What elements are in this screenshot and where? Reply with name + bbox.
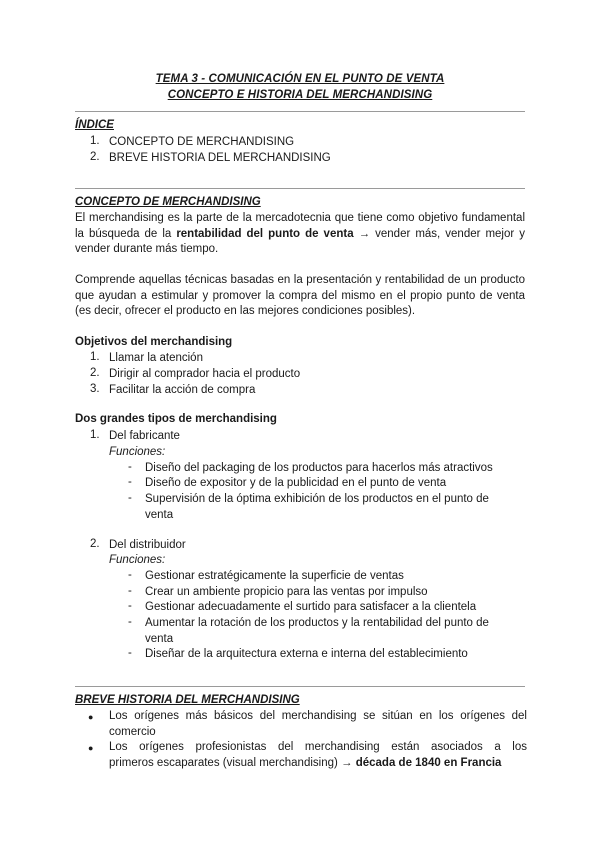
dash-marker: -	[128, 461, 132, 473]
bullet-icon: ●	[88, 712, 94, 722]
index-item-number: 2.	[90, 151, 100, 163]
concepto-paragraph-2: Comprende aquellas técnicas basadas en la presentación y rentabilidad de un producto que ayudan a estimular y promover la compra del mismo en el propio punto de venta (es decir, ofrecer el producto en las mejores condiciones posibles).	[75, 274, 525, 318]
dash-marker: -	[128, 585, 132, 597]
tipo-distribuidor-label: Del distribuidor	[109, 539, 186, 551]
funcion-item: Gestionar estratégicamente la superficie de ventas	[145, 570, 404, 582]
index-item-number: 1.	[90, 135, 100, 147]
funciones-label: Funciones:	[109, 554, 166, 566]
divider	[75, 111, 525, 112]
tipo-number: 1.	[90, 429, 100, 441]
document-title-line-1: TEMA 3 - COMUNICACIÓN EN EL PUNTO DE VENTA	[155, 73, 445, 85]
objetivo-item: Dirigir al comprador hacia el producto	[109, 368, 301, 380]
section-heading-historia: BREVE HISTORIA DEL MERCHANDISING	[75, 694, 300, 706]
index-item: BREVE HISTORIA DEL MERCHANDISING	[109, 152, 331, 164]
funcion-item-continuation: venta	[145, 633, 174, 645]
divider	[75, 188, 525, 189]
section-heading-concepto: CONCEPTO DE MERCHANDISING	[75, 196, 261, 208]
funcion-item: Diseño de expositor y de la publicidad en el punto de venta	[145, 477, 447, 489]
historia-item-1-line-2: comercio	[109, 726, 156, 738]
dash-marker: -	[128, 476, 132, 488]
historia-item-1-line-1: Los orígenes más básicos del merchandising se sitúan en los orígenes del	[109, 710, 527, 722]
dash-marker: -	[128, 569, 132, 581]
dash-marker: -	[128, 647, 132, 659]
index-heading: ÍNDICE	[75, 119, 114, 131]
concepto-paragraph-1	[75, 211, 525, 258]
concepto-p1-text: El merchandising es la parte de la mercadotecnia que tiene como objetivo fundamental la búsqueda de la	[75, 212, 525, 240]
objetivo-item: Llamar la atención	[109, 352, 203, 364]
divider	[75, 686, 525, 687]
dash-marker: -	[128, 600, 132, 612]
objetivo-number: 1.	[90, 351, 100, 363]
tipo-fabricante-label: Del fabricante	[109, 430, 180, 442]
funcion-item: Crear un ambiente propicio para las ventas por impulso	[145, 586, 428, 598]
objetivo-number: 2.	[90, 367, 100, 379]
funcion-item-continuation: venta	[145, 509, 174, 521]
funcion-item: Diseñar de la arquitectura externa e interna del establecimiento	[145, 648, 468, 660]
historia-item-2-line-1: Los orígenes profesionistas del merchandising están asociados a los	[109, 741, 527, 753]
historia-item-2-text: primeros escaparates (visual merchandising)	[109, 757, 342, 769]
funcion-item: Gestionar adecuadamente el surtido para satisfacer a la clientela	[145, 601, 477, 613]
objetivo-item: Facilitar la acción de compra	[109, 384, 256, 396]
index-item: CONCEPTO DE MERCHANDISING	[109, 136, 295, 148]
funciones-label: Funciones:	[109, 446, 166, 458]
historia-item-2-line-2	[109, 756, 501, 771]
tipos-heading: Dos grandes tipos de merchandising	[75, 413, 277, 425]
objetivos-heading: Objetivos del merchandising	[75, 336, 233, 348]
objetivo-number: 3.	[90, 383, 100, 395]
document-title-line-2: CONCEPTO E HISTORIA DEL MERCHANDISING	[167, 89, 433, 101]
dash-marker: -	[128, 616, 132, 628]
dash-marker: -	[128, 492, 132, 504]
concepto-p1-bold: rentabilidad del punto de venta	[176, 227, 354, 240]
funcion-item: Diseño del packaging de los productos para hacerlos más atractivos	[145, 462, 493, 474]
bullet-icon: ●	[88, 743, 94, 753]
funcion-item: Supervisión de la óptima exhibición de los productos en el punto de	[145, 493, 489, 505]
concepto-p1-text-end: → vender más, vender mejor y vender durante más tiempo.	[75, 227, 525, 256]
funcion-item: Aumentar la rotación de los productos y la rentabilidad del punto de	[145, 617, 489, 629]
historia-item-2-bold: → década de 1840 en Francia	[341, 757, 502, 769]
tipo-number: 2.	[90, 538, 100, 550]
